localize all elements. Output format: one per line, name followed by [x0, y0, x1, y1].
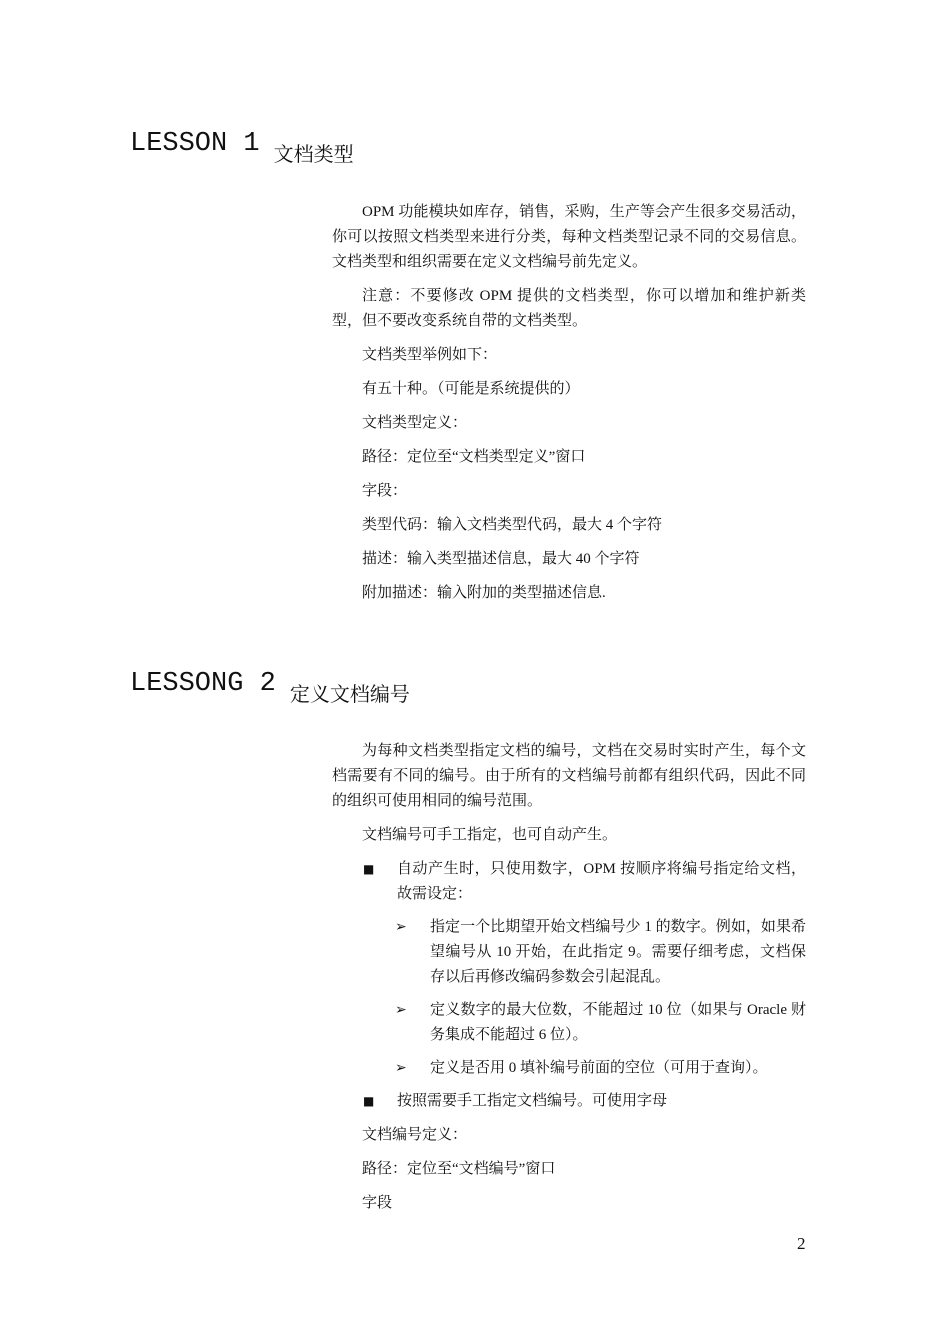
black-square-icon: ■: [363, 862, 375, 876]
lesson-2-intro-line: 文档编号可手工指定，也可自动产生。: [362, 827, 618, 843]
bullet-item: [332, 857, 806, 907]
subbullet-text: 指定一个比期望开始文档编号少 1 的数字。例如，如果希望编号从 10 开始，在此指定 9。需要仔细考虑，文档保存以后再修改编码参数会引起混乱。: [430, 919, 806, 985]
subbullet-text: 定义数字的最大位数，不能超过 10 位（如果与 Oracle 财务集成不能超过 6 位）。: [430, 1002, 806, 1043]
lesson-2-title: 定义文档编号: [289, 682, 410, 706]
lesson-2-paragraph: 为每种文档类型指定文档的编号，文档在交易时实时产生，每个文档需要有不同的编号。由于所有的文档编号前都有组织代码，因此不同的组织可使用相同的编号范围。: [332, 743, 806, 809]
subbullet-item: [332, 915, 806, 990]
bullet-text: 按照需要手工指定文档编号。可使用字母: [397, 1093, 668, 1109]
arrowhead-icon: ➢: [395, 1060, 407, 1076]
lesson-1-line: 有五十种。（可能是系统提供的）: [362, 381, 580, 397]
lesson-1-title: 文档类型: [273, 142, 354, 166]
arrowhead-icon: ➢: [395, 919, 407, 935]
lesson-1-line: 文档类型定义：: [362, 415, 468, 431]
lesson-2-line: 路径：定位至“文档编号”窗口: [362, 1161, 556, 1177]
lesson-1-note-paragraph: 注意：不要修改 OPM 提供的文档类型，你可以增加和维护新类型，但不要改变系统自带的文档类型。: [332, 288, 806, 329]
lesson-2-heading: [130, 669, 410, 706]
lesson-1-line: 附加描述：输入附加的类型描述信息.: [362, 585, 606, 601]
subbullet-item: [332, 1056, 806, 1081]
subbullet-text: 定义是否用 0 填补编号前面的空位（可用于查询）。: [430, 1060, 768, 1076]
bullet-text: 自动产生时，只使用数字，OPM 按顺序将编号指定给文档，故需设定：: [397, 861, 806, 902]
lesson-1-body: [332, 200, 806, 606]
subbullet-item: [332, 998, 806, 1048]
black-square-icon: ■: [363, 1094, 375, 1108]
lesson-1-paragraph: OPM 功能模块如库存，销售，采购，生产等会产生很多交易活动，你可以按照文档类型来进行分类，每种文档类型记录不同的交易信息。文档类型和组织需要在定义文档编号前先定义。: [332, 204, 806, 270]
lesson-2-line: 字段: [362, 1195, 393, 1211]
lesson-2-body: [332, 739, 806, 1216]
lesson-2-label: LESSONG 2: [130, 669, 276, 699]
arrowhead-icon: ➢: [395, 1002, 407, 1018]
page-number: 2: [797, 1234, 806, 1253]
bullet-item: [332, 1089, 806, 1114]
lesson-1-line: 类型代码：输入文档类型代码，最大 4 个字符: [362, 517, 663, 533]
lesson-1-line: 字段：: [362, 483, 408, 499]
lesson-1-line: 路径：定位至“文档类型定义”窗口: [362, 449, 586, 465]
lesson-1-line: 文档类型举例如下：: [362, 347, 498, 363]
lesson-2-line: 文档编号定义：: [362, 1127, 468, 1143]
lesson-1-heading: [130, 129, 354, 166]
lesson-1-label: LESSON 1: [130, 129, 260, 159]
lesson-1-line: 描述：输入类型描述信息，最大 40 个字符: [362, 551, 640, 567]
